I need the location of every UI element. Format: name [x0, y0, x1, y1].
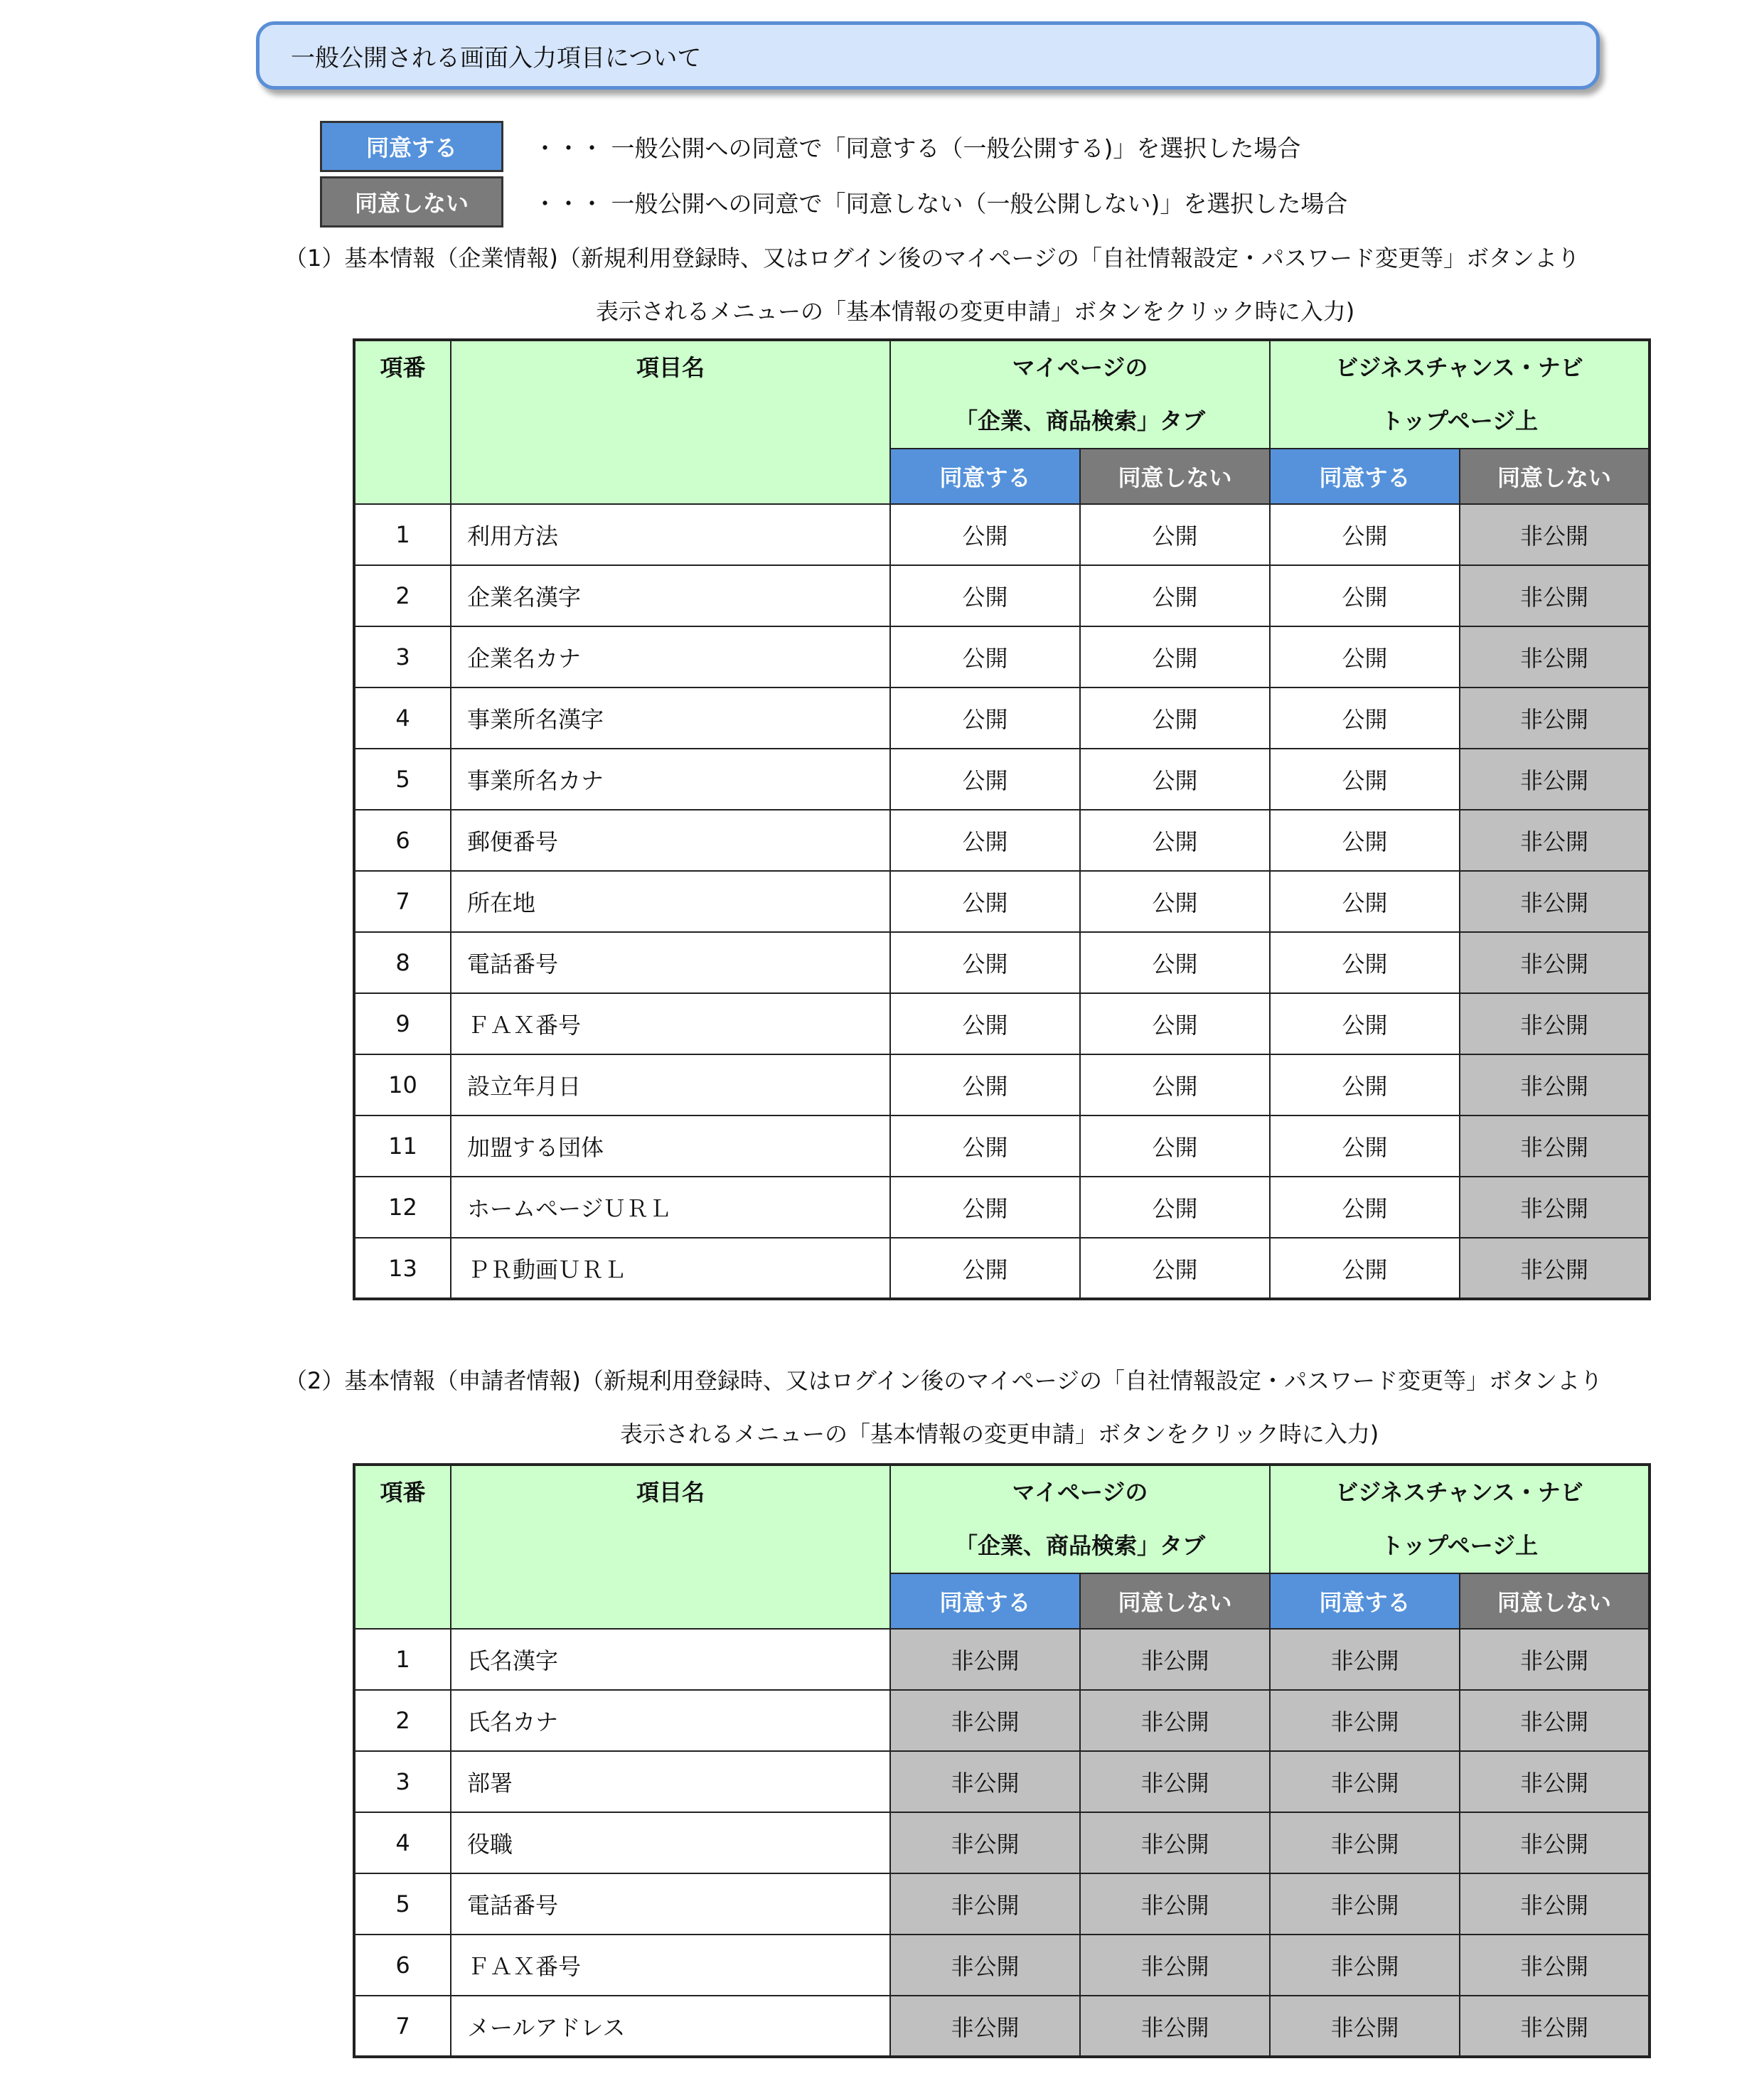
- row-item-name: 電話番号: [451, 932, 890, 993]
- table-row: [354, 1054, 1650, 1115]
- navi-agree-cell: 公開: [1270, 993, 1460, 1054]
- navi-disagree-cell: 非公開: [1460, 504, 1650, 565]
- navi-disagree-cell: 非公開: [1460, 1629, 1650, 1690]
- table-row: [354, 1690, 1650, 1751]
- header-mypage: [890, 340, 1270, 449]
- mypage-agree-cell: 公開: [890, 504, 1080, 565]
- legend-disagree: [320, 176, 1347, 228]
- row-item-name: ホームページＵＲＬ: [451, 1177, 890, 1238]
- row-item-name: 所在地: [451, 871, 890, 932]
- row-number: 4: [354, 687, 451, 749]
- row-number: 6: [354, 1935, 451, 1996]
- row-item-name: 氏名カナ: [451, 1690, 890, 1751]
- header-navi-line1: ビジネスチャンス・ナビ: [1335, 354, 1583, 381]
- row-number: 1: [354, 1629, 451, 1690]
- table-row: [354, 1935, 1650, 1996]
- header-name: 項目名: [451, 1465, 890, 1629]
- mypage-disagree-cell: 公開: [1080, 749, 1270, 810]
- header-navi-line2: トップページ上: [1380, 407, 1539, 434]
- navi-agree-cell: 公開: [1270, 626, 1460, 687]
- mypage-disagree-cell: 公開: [1080, 687, 1270, 749]
- navi-agree-cell: 公開: [1270, 565, 1460, 626]
- header-navi: [1270, 340, 1650, 449]
- mypage-disagree-cell: 公開: [1080, 626, 1270, 687]
- row-number: 5: [354, 1873, 451, 1935]
- table-row: [354, 1996, 1650, 2057]
- row-number: 4: [354, 1812, 451, 1873]
- navi-disagree-cell: 非公開: [1460, 1177, 1650, 1238]
- mypage-agree-cell: 公開: [890, 1177, 1080, 1238]
- table-row: [354, 565, 1650, 626]
- navi-disagree-cell: 非公開: [1460, 565, 1650, 626]
- navi-disagree-cell: 非公開: [1460, 1115, 1650, 1177]
- mypage-disagree-cell: 公開: [1080, 1054, 1270, 1115]
- navi-disagree-cell: 非公開: [1460, 1238, 1650, 1299]
- navi-agree-cell: 非公開: [1270, 1873, 1460, 1935]
- header-navi-agree: 同意する: [1270, 449, 1460, 504]
- table-row: [354, 1629, 1650, 1690]
- header-no: 項番: [354, 340, 451, 504]
- table-row: [354, 932, 1650, 993]
- row-number: 7: [354, 871, 451, 932]
- navi-agree-cell: 公開: [1270, 810, 1460, 871]
- mypage-agree-cell: 非公開: [890, 1812, 1080, 1873]
- header-no: 項番: [354, 1465, 451, 1629]
- header-mypage-line1: マイページの: [1012, 1479, 1148, 1506]
- navi-disagree-cell: 非公開: [1460, 626, 1650, 687]
- row-number: 3: [354, 1751, 451, 1812]
- section-2-caption-line1: （2）基本情報（申請者情報)（新規利用登録時、又はログイン後のマイページの「自社情報設定・パスワード変更等」ボタンより: [284, 1367, 1603, 1394]
- navi-agree-cell: 公開: [1270, 1115, 1460, 1177]
- navi-disagree-cell: 非公開: [1460, 1690, 1650, 1751]
- header-mypage-disagree: 同意しない: [1080, 449, 1270, 504]
- mypage-disagree-cell: 非公開: [1080, 1935, 1270, 1996]
- mypage-agree-cell: 非公開: [890, 1935, 1080, 1996]
- mypage-disagree-cell: 公開: [1080, 993, 1270, 1054]
- table-row: [354, 749, 1650, 810]
- legend-agree-badge: 同意する: [320, 121, 503, 172]
- mypage-disagree-cell: 公開: [1080, 932, 1270, 993]
- row-item-name: 加盟する団体: [451, 1115, 890, 1177]
- table-row: [354, 1115, 1650, 1177]
- table-row: [354, 687, 1650, 749]
- table-row: [354, 1177, 1650, 1238]
- navi-disagree-cell: 非公開: [1460, 1054, 1650, 1115]
- row-item-name: 企業名漢字: [451, 565, 890, 626]
- legend-disagree-text: ・・・ 一般公開への同意で「同意しない（一般公開しない)」を選択した場合: [533, 189, 1348, 218]
- mypage-disagree-cell: 非公開: [1080, 1996, 1270, 2057]
- section-1-table: [353, 338, 1651, 1300]
- header-mypage-agree: 同意する: [890, 449, 1080, 504]
- row-number: 13: [354, 1238, 451, 1299]
- row-number: 9: [354, 993, 451, 1054]
- section-2-table: [353, 1463, 1651, 2058]
- mypage-disagree-cell: 公開: [1080, 504, 1270, 565]
- row-item-name: 氏名漢字: [451, 1629, 890, 1690]
- header-navi-line1: ビジネスチャンス・ナビ: [1335, 1479, 1583, 1506]
- navi-agree-cell: 非公開: [1270, 1935, 1460, 1996]
- section-1-caption-line1: （1）基本情報（企業情報)（新規利用登録時、又はログイン後のマイページの「自社情報設定・パスワード変更等」ボタンより: [284, 245, 1580, 272]
- navi-disagree-cell: 非公開: [1460, 993, 1650, 1054]
- row-item-name: 利用方法: [451, 504, 890, 565]
- row-item-name: 事業所名漢字: [451, 687, 890, 749]
- mypage-agree-cell: 公開: [890, 1238, 1080, 1299]
- row-item-name: メールアドレス: [451, 1996, 890, 2057]
- navi-agree-cell: 公開: [1270, 504, 1460, 565]
- section-1-caption-line2: 表示されるメニューの「基本情報の変更申請」ボタンをクリック時に入力): [596, 298, 1355, 325]
- row-item-name: 郵便番号: [451, 810, 890, 871]
- row-number: 5: [354, 749, 451, 810]
- mypage-disagree-cell: 公開: [1080, 871, 1270, 932]
- navi-agree-cell: 非公開: [1270, 1690, 1460, 1751]
- table-row: [354, 1812, 1650, 1873]
- header-navi-disagree: 同意しない: [1460, 449, 1650, 504]
- table-row: [354, 871, 1650, 932]
- row-number: 3: [354, 626, 451, 687]
- mypage-agree-cell: 非公開: [890, 1873, 1080, 1935]
- mypage-agree-cell: 公開: [890, 565, 1080, 626]
- mypage-agree-cell: 公開: [890, 749, 1080, 810]
- mypage-disagree-cell: 非公開: [1080, 1751, 1270, 1812]
- row-number: 11: [354, 1115, 451, 1177]
- navi-disagree-cell: 非公開: [1460, 810, 1650, 871]
- navi-agree-cell: 公開: [1270, 1238, 1460, 1299]
- table-row: [354, 1238, 1650, 1299]
- mypage-disagree-cell: 非公開: [1080, 1812, 1270, 1873]
- table-row: [354, 504, 1650, 565]
- navi-agree-cell: 公開: [1270, 749, 1460, 810]
- legend-disagree-badge: 同意しない: [320, 176, 503, 228]
- row-item-name: 部署: [451, 1751, 890, 1812]
- navi-agree-cell: 非公開: [1270, 1629, 1460, 1690]
- row-number: 8: [354, 932, 451, 993]
- mypage-agree-cell: 非公開: [890, 1629, 1080, 1690]
- navi-disagree-cell: 非公開: [1460, 1812, 1650, 1873]
- header-mypage: [890, 1465, 1270, 1573]
- row-number: 12: [354, 1177, 451, 1238]
- header-mypage-line2: 「企業、商品検索」タブ: [955, 1532, 1206, 1559]
- navi-agree-cell: 公開: [1270, 871, 1460, 932]
- table-row: [354, 993, 1650, 1054]
- navi-disagree-cell: 非公開: [1460, 749, 1650, 810]
- mypage-disagree-cell: 公開: [1080, 1238, 1270, 1299]
- header-navi-disagree: 同意しない: [1460, 1573, 1650, 1629]
- header-mypage-line2: 「企業、商品検索」タブ: [955, 407, 1206, 434]
- table-row: [354, 810, 1650, 871]
- mypage-disagree-cell: 非公開: [1080, 1690, 1270, 1751]
- legend-agree: [320, 121, 1300, 172]
- mypage-disagree-cell: 非公開: [1080, 1629, 1270, 1690]
- mypage-agree-cell: 非公開: [890, 1690, 1080, 1751]
- mypage-agree-cell: 公開: [890, 1115, 1080, 1177]
- row-number: 2: [354, 565, 451, 626]
- navi-disagree-cell: 非公開: [1460, 871, 1650, 932]
- mypage-agree-cell: 公開: [890, 626, 1080, 687]
- header-mypage-agree: 同意する: [890, 1573, 1080, 1629]
- navi-disagree-cell: 非公開: [1460, 687, 1650, 749]
- navi-disagree-cell: 非公開: [1460, 1996, 1650, 2057]
- page-title: 一般公開される画面入力項目について: [256, 21, 1600, 90]
- navi-agree-cell: 非公開: [1270, 1751, 1460, 1812]
- row-item-name: 事業所名カナ: [451, 749, 890, 810]
- header-navi: [1270, 1465, 1650, 1573]
- mypage-agree-cell: 非公開: [890, 1996, 1080, 2057]
- header-name: 項目名: [451, 340, 890, 504]
- row-number: 6: [354, 810, 451, 871]
- navi-agree-cell: 公開: [1270, 932, 1460, 993]
- row-item-name: ＦＡＸ番号: [451, 993, 890, 1054]
- mypage-agree-cell: 公開: [890, 871, 1080, 932]
- row-item-name: 設立年月日: [451, 1054, 890, 1115]
- navi-agree-cell: 公開: [1270, 1177, 1460, 1238]
- mypage-agree-cell: 公開: [890, 1054, 1080, 1115]
- row-number: 1: [354, 504, 451, 565]
- navi-disagree-cell: 非公開: [1460, 1751, 1650, 1812]
- row-item-name: 企業名カナ: [451, 626, 890, 687]
- navi-agree-cell: 非公開: [1270, 1996, 1460, 2057]
- mypage-agree-cell: 非公開: [890, 1751, 1080, 1812]
- header-navi-line2: トップページ上: [1380, 1532, 1539, 1559]
- mypage-disagree-cell: 公開: [1080, 810, 1270, 871]
- section-2-caption-line2: 表示されるメニューの「基本情報の変更申請」ボタンをクリック時に入力): [620, 1420, 1379, 1448]
- header-mypage-line1: マイページの: [1012, 354, 1148, 381]
- mypage-disagree-cell: 公開: [1080, 1177, 1270, 1238]
- mypage-disagree-cell: 公開: [1080, 1115, 1270, 1177]
- navi-disagree-cell: 非公開: [1460, 932, 1650, 993]
- row-item-name: ＰＲ動画ＵＲＬ: [451, 1238, 890, 1299]
- header-navi-agree: 同意する: [1270, 1573, 1460, 1629]
- table-row: [354, 1751, 1650, 1812]
- legend-agree-text: ・・・ 一般公開への同意で「同意する（一般公開する)」を選択した場合: [533, 134, 1301, 162]
- row-number: 2: [354, 1690, 451, 1751]
- row-item-name: ＦＡＸ番号: [451, 1935, 890, 1996]
- mypage-disagree-cell: 非公開: [1080, 1873, 1270, 1935]
- table-row: [354, 1873, 1650, 1935]
- header-mypage-disagree: 同意しない: [1080, 1573, 1270, 1629]
- navi-disagree-cell: 非公開: [1460, 1935, 1650, 1996]
- row-item-name: 役職: [451, 1812, 890, 1873]
- mypage-agree-cell: 公開: [890, 810, 1080, 871]
- row-item-name: 電話番号: [451, 1873, 890, 1935]
- navi-agree-cell: 非公開: [1270, 1812, 1460, 1873]
- navi-agree-cell: 公開: [1270, 687, 1460, 749]
- navi-agree-cell: 公開: [1270, 1054, 1460, 1115]
- mypage-agree-cell: 公開: [890, 932, 1080, 993]
- navi-disagree-cell: 非公開: [1460, 1873, 1650, 1935]
- table-row: [354, 626, 1650, 687]
- mypage-agree-cell: 公開: [890, 993, 1080, 1054]
- row-number: 7: [354, 1996, 451, 2057]
- mypage-agree-cell: 公開: [890, 687, 1080, 749]
- row-number: 10: [354, 1054, 451, 1115]
- mypage-disagree-cell: 公開: [1080, 565, 1270, 626]
